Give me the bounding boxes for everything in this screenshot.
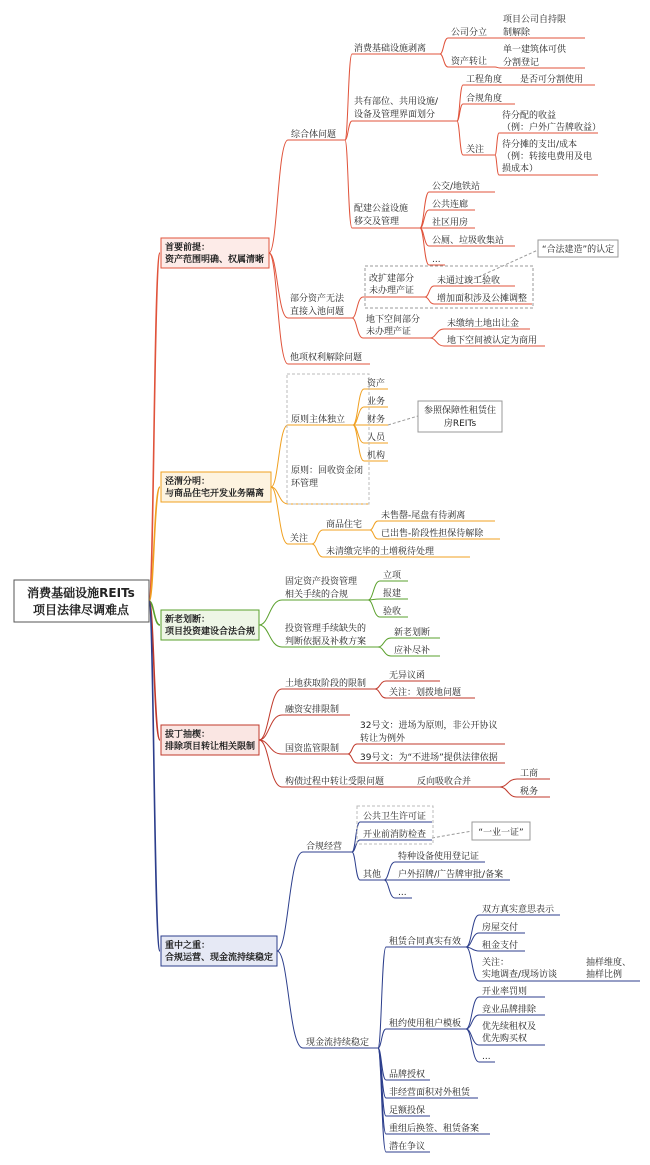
s5-n2b1: 开业率罚则 — [482, 987, 528, 997]
s2-n1: 原则主体独立 — [291, 415, 346, 425]
connector-curve — [440, 38, 448, 54]
s4-n1: 土地获取阶段的限制 — [285, 679, 367, 689]
connector-curve — [420, 192, 429, 228]
s1-n1c5: ... — [432, 255, 441, 265]
s5-n1b: 开业前消防检查 — [363, 830, 427, 840]
s2-callout-line1: 参照保障性租赁住 — [423, 406, 497, 416]
s3-title-line2: 项目投资建设合法合规 — [165, 627, 256, 637]
connector-curve — [384, 862, 395, 880]
connector-curve — [352, 822, 360, 852]
s2-n3b: 未清缴完毕的土增税待处理 — [326, 547, 435, 557]
connector-curve — [259, 625, 282, 647]
s2-n1-item-4: 机构 — [367, 451, 386, 461]
s3-n1-item-2: 验收 — [383, 607, 402, 617]
connector-curve — [495, 133, 499, 155]
s3-n1-2: 相关手续的合规 — [285, 590, 349, 600]
connector-curve — [353, 389, 364, 425]
s1-n1c3: 社区用房 — [432, 218, 469, 228]
s1-title-line2: 资产范围明确、权属清晰 — [165, 255, 265, 265]
s5-n1: 合规经营 — [306, 842, 343, 852]
s5-n2b3-1: 优先续租权及 — [482, 1022, 537, 1032]
s3-n2-item-1: 应补尽补 — [394, 646, 431, 656]
s4-n3a-1: 32号文：进场为原则，非公开协议 — [360, 721, 498, 731]
s5-n2: 现金流持续稳定 — [306, 1038, 370, 1048]
s5-n1a: 公共卫生许可证 — [363, 812, 427, 822]
connector-curve — [466, 947, 479, 981]
s5-n2c: 品牌授权 — [389, 1070, 426, 1080]
s1-n1b-2: 设备及管理界面划分 — [354, 110, 436, 120]
s5-n2b3-2: 优先购买权 — [482, 1034, 528, 1044]
s3-title-line1: 新老划断： — [165, 615, 211, 625]
s4-n4: 构债过程中转让受限问题 — [285, 777, 385, 787]
connector-curve — [425, 286, 434, 297]
s3-n2-1: 投资管理手续缺失的 — [285, 624, 367, 634]
connector-curve — [277, 951, 303, 1048]
connector-curve — [348, 744, 357, 754]
s5-n2e: 足额投保 — [389, 1106, 426, 1116]
s1-n2b-2: 未办理产证 — [366, 327, 412, 337]
root-node-line2: 项目法律尽调难点 — [32, 603, 130, 617]
s5-n2a4x-1: 抽样维度、 — [586, 958, 632, 968]
connector-curve — [368, 600, 380, 617]
s5-n2a4-1: 关注： — [482, 958, 510, 968]
s2-n3a: 商品住宅 — [326, 520, 363, 530]
s2-n1-item-3: 人员 — [367, 433, 386, 443]
s1-n1b3a-2: （例：户外广告牌收益） — [502, 123, 602, 133]
s1-n2a2: 增加面积涉及公摊调整 — [437, 294, 528, 304]
s5-n2f: 重组后换签、租赁备案 — [389, 1124, 480, 1134]
s4-n4a: 反向吸收合并 — [417, 777, 472, 787]
connector-curve — [466, 1029, 479, 1062]
s5-n2b2: 竞业品牌排除 — [482, 1005, 537, 1015]
connector-curve — [420, 228, 429, 265]
connector-curve — [384, 880, 395, 898]
connector-curve — [259, 740, 282, 787]
connector-curve — [466, 997, 479, 1029]
connector-curve — [259, 715, 282, 740]
connector-curve — [430, 338, 444, 346]
s4-n1a: 无异议函 — [389, 671, 426, 681]
connector-curve — [378, 1048, 386, 1134]
s1-n1c-1: 配建公益设施 — [354, 204, 409, 214]
s4-n4a2: 税务 — [520, 787, 539, 797]
connector-curve — [500, 787, 517, 797]
s5-n2a: 租赁合同真实有效 — [389, 937, 462, 947]
connector-curve — [370, 521, 378, 530]
s4-n1b: 关注：划拨地问题 — [389, 688, 462, 698]
connector-curve — [352, 852, 360, 880]
s2-n3a1: 未售罄-尾盘有待剥离 — [381, 511, 466, 521]
connector-curve — [345, 140, 352, 228]
s5-n1c3: ... — [398, 888, 407, 898]
connector-curve — [457, 121, 463, 155]
connector-curve — [495, 67, 500, 68]
s5-n2b: 租约使用租户模板 — [389, 1019, 462, 1029]
s2-n3: 关注 — [290, 534, 309, 544]
connector-curve — [430, 329, 444, 338]
s1-n1b1: 工程角度 — [466, 75, 503, 85]
connector-curve — [495, 155, 499, 175]
s5-n1c1: 特种设备使用登记证 — [398, 852, 480, 862]
connector-curve — [370, 530, 378, 539]
connector-curve — [269, 253, 288, 364]
s1-n1b3b-1: 待分摊的支出/成本 — [502, 140, 578, 150]
root-node-line1: 消费基础设施REITs — [27, 586, 135, 600]
s4-title-line1: 拔丁抽楔： — [165, 730, 211, 740]
connector-curve — [500, 779, 517, 787]
connector-curve — [425, 297, 434, 304]
connector-curve — [378, 638, 391, 647]
s5-n2a4-2: 实地调查/现场访谈 — [482, 970, 558, 980]
s1-n1b3b-3: 损成本） — [502, 164, 539, 174]
s1-n2-1: 部分资产无法 — [290, 294, 345, 304]
s2-n2-2: 环管理 — [291, 479, 319, 489]
callout-link — [388, 416, 418, 425]
connector-curve — [259, 600, 282, 625]
connector-curve — [457, 85, 463, 121]
s1-n3: 他项权利解除问题 — [290, 353, 363, 363]
connector-curve — [271, 487, 288, 544]
s5-n2g: 潜在争议 — [389, 1142, 426, 1152]
s2-n1-item-0: 资产 — [367, 379, 386, 389]
s1-n1c2: 公共连廊 — [432, 200, 469, 210]
s2-n3a2: 已出售-阶段性担保待解除 — [381, 529, 484, 539]
s1-n1a1x-2: 制解除 — [503, 28, 531, 38]
connector-curve — [378, 947, 386, 1048]
s1-n1a2: 资产转让 — [451, 57, 488, 67]
s1-n2a1: 未通过竣工验收 — [437, 276, 501, 286]
s1-n2b1: 未缴纳土地出让金 — [447, 319, 520, 329]
s1-n1: 综合体问题 — [291, 130, 337, 140]
s5-title-line1: 重中之重： — [165, 941, 211, 951]
connector-curve — [352, 297, 363, 318]
s5-n2a4x-2: 抽样比例 — [586, 970, 623, 980]
s4-n4a1: 工商 — [520, 769, 539, 779]
connector-curve — [312, 530, 323, 544]
s4-n3a-2: 转让为例外 — [360, 734, 406, 744]
s2-title-line2: 与商品住宅开发业务隔离 — [165, 489, 265, 499]
s1-n1b-1: 共有部位、共用设施/ — [354, 97, 439, 107]
connector-curve — [352, 318, 363, 338]
s2-n1-item-2: 财务 — [367, 415, 386, 425]
s5-n2b4: ... — [482, 1052, 491, 1062]
callout-link — [432, 831, 472, 838]
connector-curve — [375, 689, 386, 698]
s1-n1a: 消费基础设施剥离 — [354, 44, 427, 54]
s1-n1a1: 公司分立 — [451, 28, 488, 38]
s3-n2-item-0: 新老划断 — [394, 628, 431, 638]
s4-n3: 国资监管限制 — [285, 744, 340, 754]
s5-callout: “一业一证” — [478, 828, 524, 838]
connector-curve — [466, 915, 479, 947]
connector-curve — [375, 681, 386, 689]
s5-n1c: 其他 — [363, 870, 382, 880]
s1-n1c-2: 移交及管理 — [354, 217, 400, 227]
connector-curve — [149, 601, 160, 951]
s3-n1-item-1: 报建 — [383, 589, 402, 599]
s1-n1a2x-2: 分割登记 — [503, 58, 540, 68]
s2-title-line1: 泾渭分明： — [165, 477, 211, 487]
s1-n1b3a-1: 待分配的收益 — [502, 111, 557, 121]
connector-curve — [312, 544, 323, 557]
s2-callout-line2: 房REITs — [443, 419, 477, 429]
connector-curve — [259, 689, 282, 740]
s1-n1b1x: 是否可分割使用 — [520, 75, 584, 85]
connector-curve — [440, 54, 448, 67]
s2-n1-item-1: 业务 — [367, 397, 386, 407]
s5-n2a1: 双方真实意思表示 — [482, 905, 555, 915]
s1-n1c4: 公厕、垃圾收集站 — [432, 236, 505, 246]
s1-title-line1: 首要前提： — [165, 243, 211, 253]
s1-n2b2: 地下空间被认定为商用 — [447, 336, 538, 346]
s5-n1c2: 户外招牌/广告牌审批/备案 — [398, 870, 504, 880]
s1-n2-2: 直接入池问题 — [290, 307, 345, 317]
s1-n2b-1: 地下空间部分 — [366, 315, 421, 325]
connector-curve — [348, 754, 357, 763]
s1-n1b3: 关注 — [466, 145, 485, 155]
s1-n1b2: 合规角度 — [466, 94, 503, 104]
s5-title-line2: 合规运营、现金流持续稳定 — [165, 953, 274, 963]
s1-n1b3b-2: （例：转接电费用及电 — [502, 152, 593, 162]
s4-n3b: 39号文：为“不进场”提供法律依据 — [360, 753, 498, 763]
s5-n2d: 非经营面积对外租赁 — [389, 1088, 471, 1098]
connector-curve — [271, 425, 288, 487]
connector-curve — [378, 647, 391, 656]
s1-n1a2x-1: 单一建筑体可供 — [503, 45, 567, 55]
s1-n2a-1: 改扩建部分 — [369, 274, 415, 284]
s1-n2a-2: 未办理产证 — [369, 286, 415, 296]
s3-n1-1: 固定资产投资管理 — [285, 577, 358, 587]
connector-curve — [353, 425, 364, 461]
s3-n2-2: 判断依据及补救方案 — [285, 637, 367, 647]
connector-curve — [269, 140, 288, 253]
s4-n2: 融资安排限制 — [285, 705, 340, 715]
s4-title-line2: 排除项目转让相关限制 — [165, 742, 256, 752]
s1-n2-callout: “合法建造”的认定 — [541, 245, 615, 255]
connector-curve — [269, 253, 288, 318]
s5-n2a3: 租金支付 — [482, 941, 519, 951]
s5-n2a2: 房屋交付 — [482, 923, 519, 933]
connector-curve — [368, 581, 380, 600]
s3-n1-item-0: 立项 — [383, 571, 402, 581]
s1-n1c1: 公交/地铁站 — [432, 182, 481, 192]
s2-n2-1: 原则：回收资金闭 — [291, 466, 364, 476]
connector-curve — [277, 852, 303, 951]
s1-n1a1x-1: 项目公司自持限 — [503, 15, 567, 25]
